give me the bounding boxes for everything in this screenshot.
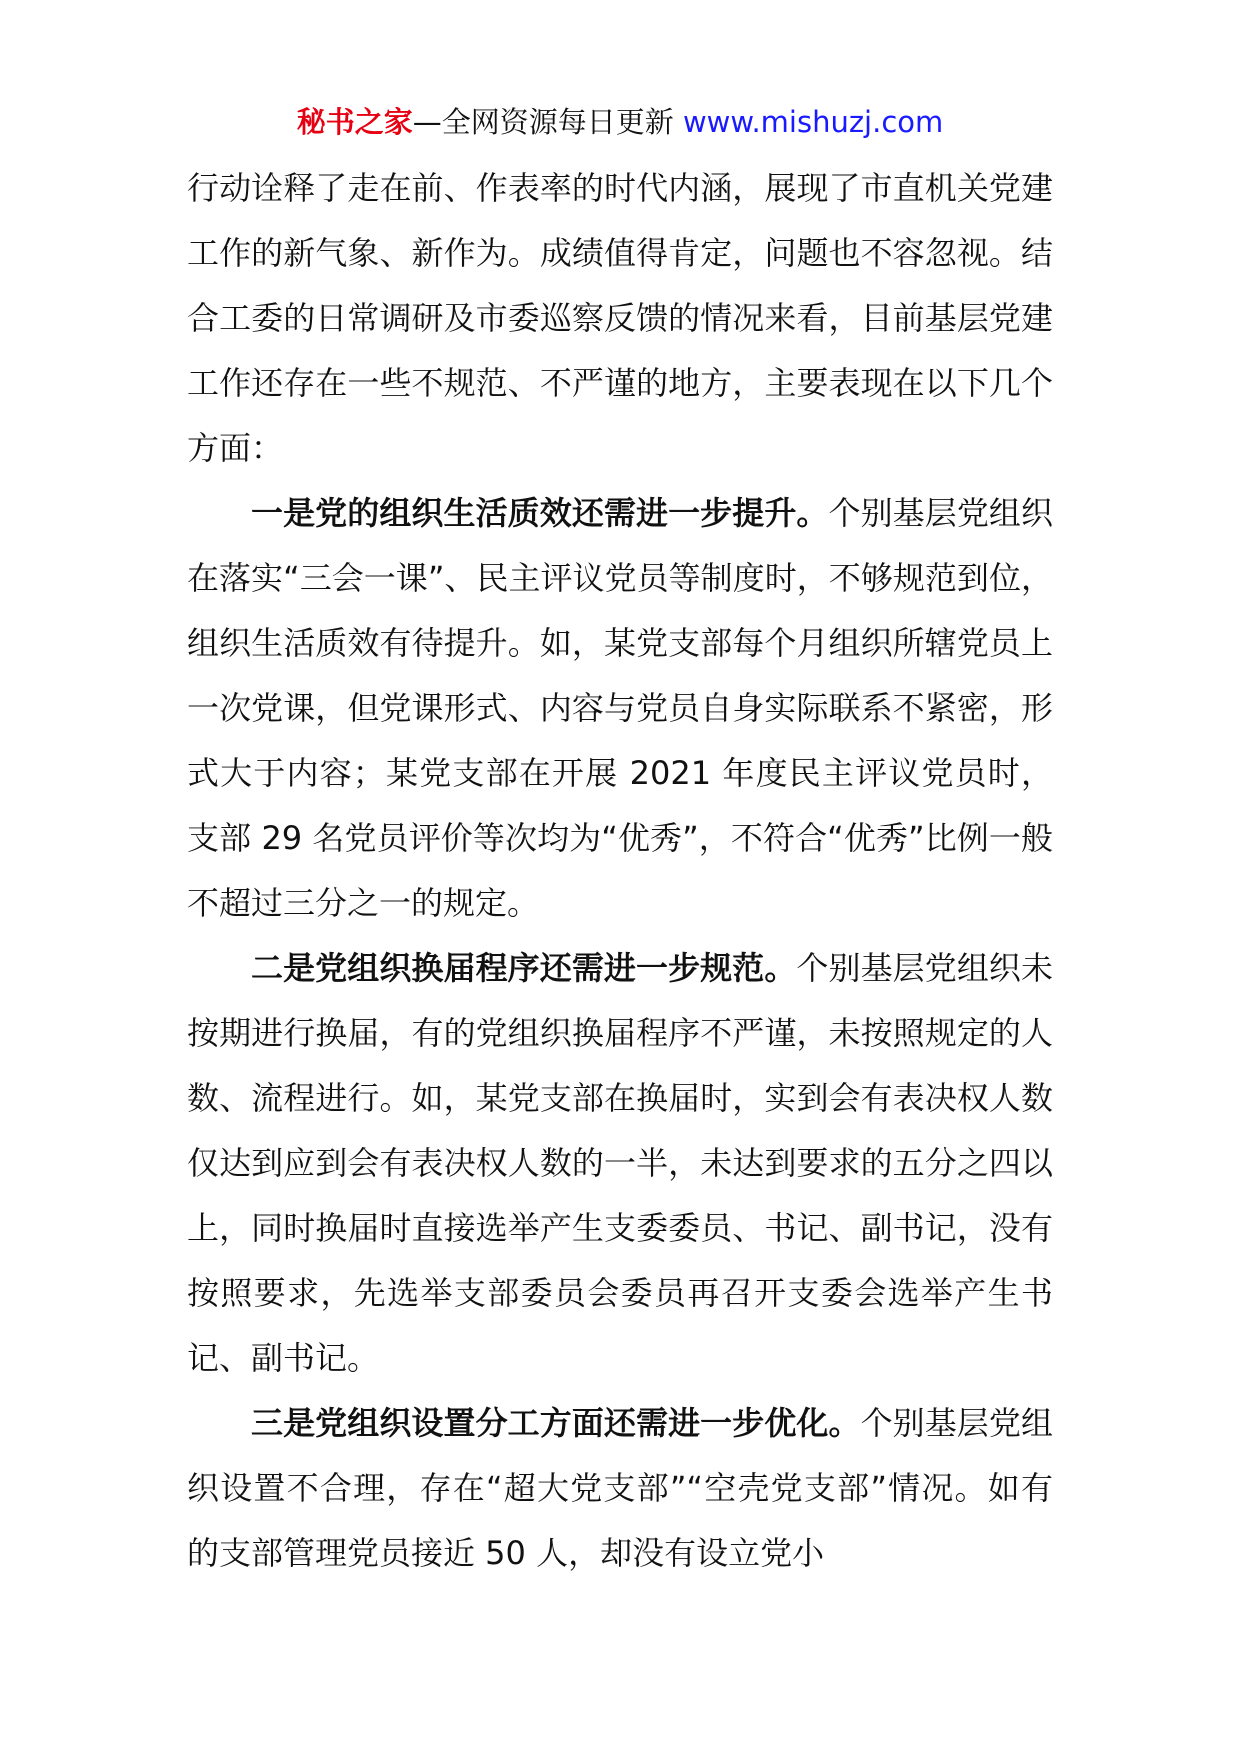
- paragraph-point-two: [187, 936, 1053, 1391]
- paragraph-point-one: [187, 481, 1053, 936]
- paragraph-point-two-text: 个别基层党组织未按期进行换届，有的党组织换届程序不严谨，未按照规定的人数、流程进行。如，某党支部在换届时，实到会有表决权人数仅达到应到会有表决权人数的一半，未达到要求的五分之四以上，同时换届时直接选举产生支委委员、书记、副书记，没有按照要求，先选举支部委员会委员再召开支委会选举产生书记、副书记。: [187, 949, 1053, 1377]
- site-tagline: —全网资源每日更新: [412, 105, 683, 139]
- site-brand: 秘书之家: [296, 105, 413, 139]
- paragraph-point-three-text: 个别基层党组织设置不合理，存在“超大党支部”“空壳党支部”情况。如有的支部管理党员接近 50 人，却没有设立党小: [187, 1404, 1053, 1572]
- paragraph-point-one-heading: 一是党的组织生活质效还需进一步提升。: [251, 494, 829, 532]
- paragraph-point-three: [187, 1391, 1053, 1586]
- paragraph-intro: [187, 156, 1053, 481]
- document-body: [187, 156, 1053, 1586]
- paragraph-intro-text: 行动诠释了走在前、作表率的时代内涵，展现了市直机关党建工作的新气象、新作为。成绩值得肯定，问题也不容忽视。结合工委的日常调研及市委巡察反馈的情况来看，目前基层党建工作还存在一些不规范、不严谨的地方，主要表现在以下几个方面：: [187, 169, 1053, 467]
- paragraph-point-one-text: 个别基层党组织在落实“三会一课”、民主评议党员等制度时，不够规范到位，组织生活质效有待提升。如，某党支部每个月组织所辖党员上一次党课，但党课形式、内容与党员自身实际联系不紧密，形式大于内容；某党支部在开展 2021 年度民主评议党员时，支部 29 名党员评价等次均为“优秀”，不符合“优秀”比例一般不超过三分之一的规定。: [187, 494, 1053, 922]
- site-url-link[interactable]: www.mishuzj.com: [682, 105, 944, 139]
- site-header: [0, 100, 1240, 144]
- paragraph-point-two-heading: 二是党组织换届程序还需进一步规范。: [251, 949, 797, 987]
- paragraph-point-three-heading: 三是党组织设置分工方面还需进一步优化。: [251, 1404, 861, 1442]
